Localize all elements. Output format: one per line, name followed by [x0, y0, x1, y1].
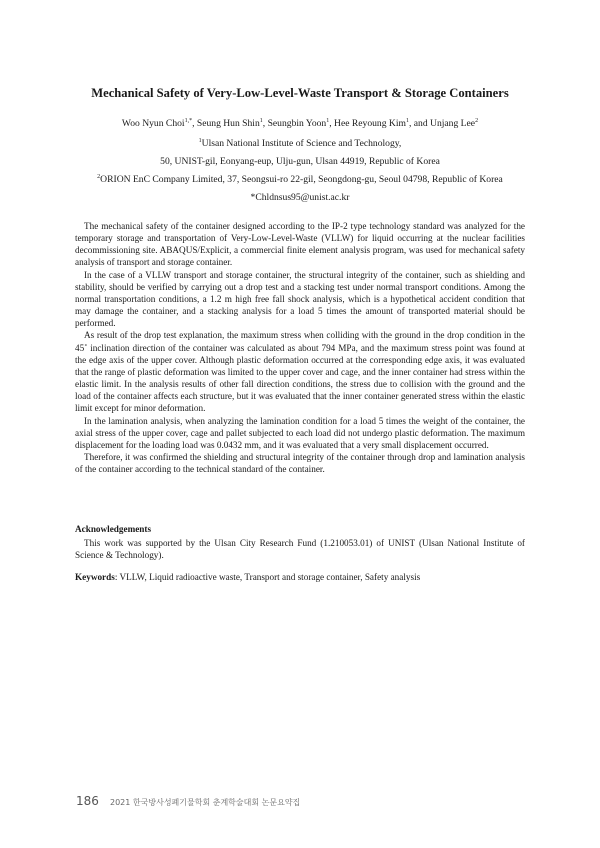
author-list	[0, 118, 600, 129]
affiliation-2	[0, 174, 600, 185]
page-number: 186	[76, 794, 99, 808]
author-name: , Hee Reyoung Kim	[329, 118, 406, 129]
author-name: , and Unjang Lee	[408, 118, 476, 129]
acknowledgements-heading: Acknowledgements	[75, 524, 152, 534]
author-name: Woo Nyun Choi	[121, 118, 185, 129]
abstract-paragraph: In the lamination analysis, when analyzing the lamination condition for a load 5 times the weight of the container, the axial stress of the upper cover, cage and pallet subjected to each load did not undergo plastic deformation. The maximum displacement for the loading load was 0.0432 mm, and it was evaluated that a very small displacement occurred.	[75, 415, 525, 450]
affiliation-text: Ulsan National Institute of Science and Technology,	[201, 138, 402, 149]
abstract-paragraph: In the case of a VLLW transport and storage container, the structural integrity of the container, such as shielding and stability, should be verified by carrying out a drop test and a stacking test under normal transport conditions. Among the normal transportation conditions, a 1.2 m high free fall shock analysis, which is a hypothetical accident condition that may damage the container, and a stacking analysis for a load 5 times the amount of transported material should be performed.	[75, 269, 525, 329]
author-affiliation-mark: 1	[405, 118, 409, 124]
author-affiliation-mark: 2	[475, 118, 479, 124]
keywords-text: : VLLW, Liquid radioactive waste, Transport and storage container, Safety analysis	[114, 572, 421, 582]
keywords-line	[75, 572, 420, 582]
author-name: , Seung Hun Shin	[192, 118, 260, 129]
corresponding-email: *Chldnsus95@unist.ac.kr	[250, 192, 350, 203]
journal-name: 2021 한국방사성폐기물학회 춘계학술대회 논문요약집	[110, 798, 301, 807]
affiliation-text: ORION EnC Company Limited, 37, Seongsui-ro 22-gil, Seongdong-gu, Seoul 04798, Republic of Korea	[100, 174, 503, 185]
abstract-paragraph: As result of the drop test explanation, the maximum stress when colliding with the ground in the drop condition in the 45˚ inclination direction of the container was calculated as about 794 MPa, and the maximum stress point was found at the edge axis of the upper cover. Although plastic deformation occurred at the corresponding edge axis, it was evaluated that the range of plastic deformation was limited to the upper cover and cage, and the inner container had stress within the elastic limit. In the analysis results of other fall direction conditions, the stress due to collision with the ground and the load of the container affects each structure, but it was evaluated that the inner container generated stress within the elastic limit except for minor deformation.	[75, 330, 525, 414]
abstract-body	[75, 220, 525, 475]
keywords-label: Keywords	[75, 572, 115, 582]
affiliation-mark: 2	[97, 174, 101, 180]
acknowledgements-text: This work was supported by the Ulsan City Research Fund (1.210053.01) of UNIST (Ulsan National Institute of Science & Technology).	[75, 538, 525, 561]
page-footer	[76, 790, 300, 809]
abstract-paragraph: The mechanical safety of the container designed according to the IP-2 type technology standard was analyzed for the temporary storage and transportation of Very-Low-Level-Waste (VLLW) for liquid occurring at the nuclear facilities decommissioning site. ABAQUS/Explicit, a commercial finite element analysis program, was used for mechanical safety analysis of transport and storage container.	[75, 221, 525, 268]
affiliation-1-line-2: 50, UNIST-gil, Eonyang-eup, Ulju-gun, Ulsan 44919, Republic of Korea	[160, 156, 440, 167]
author-affiliation-mark: 1	[259, 118, 263, 124]
affiliation-1-line-1	[0, 138, 600, 149]
author-name: , Seungbin Yoon	[262, 118, 327, 129]
abstract-paragraph: Therefore, it was confirmed the shielding and structural integrity of the container through drop and lamination analysis of the container according to the technical standard of the container.	[75, 451, 525, 475]
author-affiliation-mark: 1	[326, 118, 330, 124]
affiliation-mark: 1	[198, 138, 202, 144]
author-affiliation-mark: 1,*	[184, 118, 193, 124]
paper-title: Mechanical Safety of Very-Low-Level-Waste Transport & Storage Containers	[91, 86, 509, 100]
